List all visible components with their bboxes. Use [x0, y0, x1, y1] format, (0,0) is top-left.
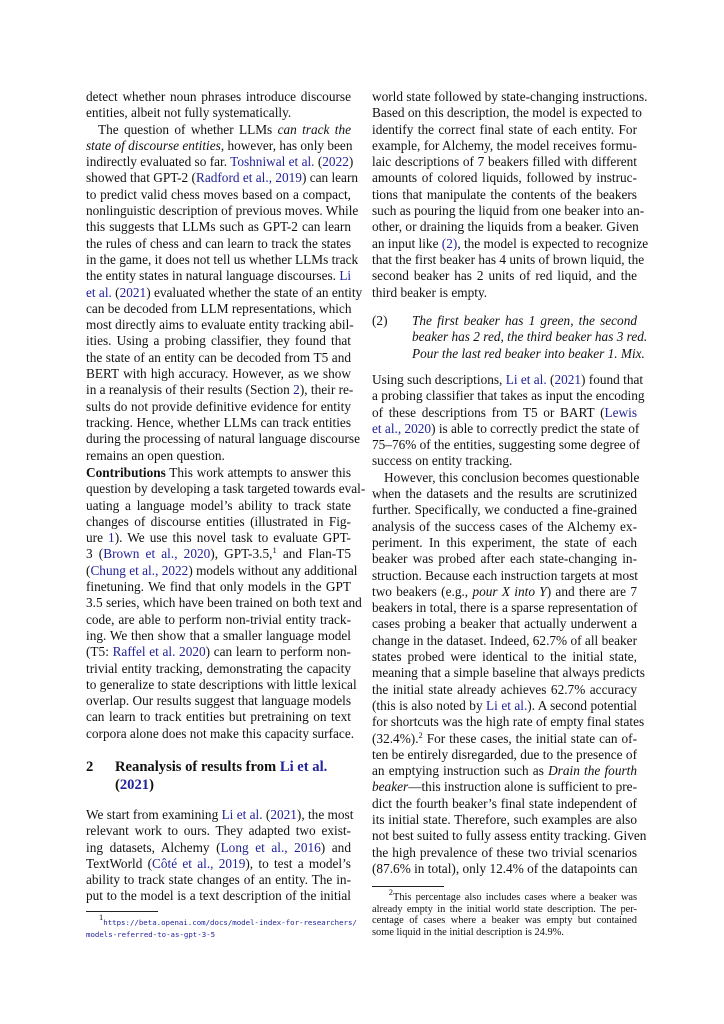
- text-line: [86, 929, 351, 941]
- text-line: [86, 514, 351, 530]
- text-span: ), their re-: [299, 382, 354, 398]
- example-label: (2): [372, 313, 388, 328]
- text-span: indirectly evaluated so far.: [86, 154, 231, 170]
- text-line: [372, 904, 637, 916]
- text-line: [86, 546, 351, 562]
- text-line: [86, 562, 358, 579]
- text-span: ) can learn to perform non-: [205, 644, 351, 660]
- text-span: of these descriptions from T5 or BART (: [372, 404, 605, 420]
- text-line: [86, 912, 357, 929]
- citation-link[interactable]: Li: [339, 268, 352, 284]
- text-line: [372, 665, 645, 681]
- text-line: [372, 170, 637, 186]
- text-line: [372, 887, 637, 904]
- text-span: finetuning. We find that only models in the GPT: [86, 579, 351, 595]
- italic-text: beaker: [372, 779, 409, 795]
- text-line: [372, 633, 637, 649]
- paragraph-intro: [86, 89, 363, 464]
- text-line: [372, 285, 637, 301]
- text-line: [412, 345, 645, 362]
- text-span: in the game, it does not tell us whether LLMs track: [86, 251, 359, 267]
- text-span: 75–76% of the entities, suggesting some degree of: [372, 437, 641, 453]
- text-span: a probing classifier that takes as input the encoding: [372, 388, 645, 404]
- text-line: [86, 219, 351, 235]
- text-line: [372, 779, 637, 795]
- citation-link[interactable]: et al., 2020: [372, 420, 432, 436]
- italic-text: can track the: [277, 121, 351, 137]
- text-span: the initial state already achieves 62.7% accuracy: [372, 681, 637, 697]
- text-span: tracking. Hence, whether LLMs can track entities: [86, 414, 351, 430]
- text-span: dict the fourth beaker’s final state independent of: [372, 795, 637, 811]
- text-span: ). A second potential: [527, 697, 638, 713]
- text-span: ), GPT-3.5,: [210, 546, 273, 562]
- text-line: [372, 584, 637, 600]
- text-span: question by developing a task targeted towards eval-: [86, 481, 366, 497]
- text-line: [372, 372, 644, 388]
- text-span: some liquid in the initial description is 24.9%.: [372, 926, 564, 938]
- citation-link[interactable]: Brown et al., 2020: [103, 546, 211, 562]
- text-line: [86, 317, 354, 333]
- text-line: [372, 616, 637, 632]
- text-span: centage of cases where a beaker was empty but contained: [372, 915, 637, 927]
- text-line: [412, 313, 637, 329]
- footnote-marker[interactable]: 1: [99, 912, 104, 922]
- citation-link[interactable]: 2: [293, 382, 300, 398]
- text-line: [86, 203, 359, 219]
- text-line: [372, 763, 637, 779]
- example-2: [412, 313, 648, 362]
- text-line: [372, 405, 637, 421]
- text-span: BERT with high accuracy. However, as we show: [86, 366, 351, 382]
- text-span: [86, 917, 99, 928]
- citation-link[interactable]: (2): [441, 235, 458, 251]
- italic-text: state of discourse entities: [86, 137, 221, 153]
- text-line: [372, 731, 637, 747]
- text-span: relevant work to ours. They adapted two exist-: [86, 823, 351, 839]
- text-line: [372, 927, 637, 939]
- paragraph-contributions: [86, 465, 366, 742]
- text-line: [86, 530, 351, 546]
- text-span: entities, albeit not fully systematically.: [86, 105, 292, 121]
- text-span: (: [86, 562, 91, 578]
- text-span: success on entity tracking.: [372, 453, 513, 469]
- text-line: [372, 219, 637, 235]
- text-span: during the processing of natural language discourse: [86, 431, 360, 447]
- text-line: [372, 437, 641, 453]
- text-span: ) is able to correctly predict the state of: [431, 420, 640, 436]
- text-span: beaker has 2 red, the third beaker has 3 red.: [412, 329, 648, 345]
- text-span: overlap. Our results suggest that language models: [86, 693, 351, 709]
- footnote-url-link[interactable]: https://beta.openai.com/docs/model-index-for-researchers/: [103, 918, 357, 927]
- text-span: the high prevalence of these two trivial scenarios: [372, 844, 637, 860]
- text-span: However, this conclusion becomes questionable: [384, 469, 640, 485]
- text-line: [86, 676, 357, 693]
- section-title-paren: (: [115, 777, 120, 793]
- text-line: [86, 187, 351, 203]
- text-span: (this is also noted by: [372, 697, 487, 713]
- text-span: The first beaker has 1 green, the second: [412, 313, 637, 328]
- text-span: (: [111, 284, 120, 300]
- text-span: ). We use this novel task to evaluate GPT-: [114, 530, 351, 546]
- citation-link[interactable]: Li et al.: [279, 759, 328, 775]
- text-span: 3 (: [86, 546, 104, 562]
- text-line: [372, 105, 642, 121]
- text-line: [372, 469, 640, 486]
- text-line: [372, 203, 645, 219]
- citation-link[interactable]: Côté et al., 2019: [152, 855, 246, 871]
- text-line: [86, 366, 351, 382]
- bold-text: Contributions: [86, 465, 166, 480]
- text-span: The question of whether LLMs: [98, 121, 278, 137]
- text-line: [372, 453, 637, 469]
- citation-link[interactable]: Long et al., 2016: [220, 839, 321, 855]
- footnote-divider: [372, 886, 444, 887]
- text-span: , the model is expected to recognize: [457, 235, 649, 251]
- section-title-paren: ): [149, 777, 154, 793]
- text-span: can learn to track entities but pretraining on text: [86, 709, 351, 725]
- paragraph-reanalysis: [372, 372, 647, 877]
- text-line: [86, 823, 351, 839]
- text-line: [372, 845, 637, 861]
- text-line: [86, 498, 351, 514]
- text-line: [372, 698, 637, 714]
- text-span: ) can learn: [301, 170, 359, 186]
- text-span: (: [546, 372, 555, 387]
- text-span: ities. Using a probing classifier, they found that: [86, 333, 351, 349]
- text-span: We start from examining: [86, 807, 222, 822]
- text-span: identify the correct final state of each entity. For: [372, 121, 637, 137]
- text-span: can be decoded from LLM representations, which: [86, 300, 352, 316]
- text-line: [372, 915, 637, 927]
- text-line: [372, 235, 649, 252]
- text-span: periment. In this experiment, the state of each: [372, 534, 637, 550]
- text-span: ten be entirely disregarded, due to the presence of: [372, 746, 637, 762]
- text-line: [372, 388, 645, 404]
- text-span: 3.5 series, which have been trained on both text and: [86, 595, 362, 611]
- text-span: when the datasets and the results are scrutinized: [372, 486, 637, 502]
- text-span: example, for Alchemy, the model receives formu-: [372, 137, 637, 153]
- text-span: in a reanalysis of their results (Section: [86, 382, 294, 398]
- text-span: cases probing a beaker that actually underwent a: [372, 616, 637, 632]
- citation-link[interactable]: Li et al.: [505, 372, 547, 387]
- text-span: this suggests that LLMs such as GPT-2 can learn: [86, 219, 351, 235]
- text-span: meaning that a simple baseline that always predicts: [372, 665, 645, 681]
- text-span: amounts of colored liquids, followed by instruc-: [372, 170, 637, 186]
- text-line: [372, 187, 637, 203]
- text-span: For these cases, the initial state can of-: [422, 730, 637, 746]
- text-line: [86, 595, 362, 611]
- section-title: [115, 758, 351, 794]
- text-line: [86, 399, 351, 415]
- text-line: [372, 535, 637, 551]
- text-line: [372, 600, 637, 616]
- text-span: —this instruction alone is sufficient to pre-: [408, 779, 637, 795]
- italic-text: pour X into Y: [472, 583, 547, 599]
- text-line: [86, 709, 351, 725]
- text-span: and Flan-T5: [276, 546, 351, 562]
- footnote-marker[interactable]: 2: [388, 887, 393, 897]
- citation-link[interactable]: 2022: [322, 154, 349, 170]
- text-line: [86, 725, 355, 742]
- text-line: [86, 579, 351, 595]
- text-span: the state of an entity can be decoded from T5 and: [86, 349, 351, 365]
- text-span: beaker was probed after each state-changing in-: [372, 551, 637, 567]
- text-span: most directly aims to evaluate entity tracking abil-: [86, 317, 354, 333]
- text-span: corpora alone does not make this capacity surface.: [86, 725, 355, 741]
- text-line: [372, 812, 637, 828]
- text-span: further. Specifically, we conducted a fine-grained: [372, 502, 637, 518]
- text-span: change in the dataset. Indeed, 62.7% of all beaker: [372, 632, 637, 648]
- text-span: ing. We then show that a smaller language model: [86, 627, 351, 643]
- text-span: changes of discourse entities (illustrated in Fig-: [86, 513, 351, 529]
- text-span: the entity states in natural language discourses.: [86, 268, 340, 284]
- text-line: [372, 519, 637, 535]
- citation-link[interactable]: 1: [108, 530, 115, 546]
- text-span: tions that manipulate the contents of the beakers: [372, 186, 637, 202]
- text-line: [86, 448, 351, 464]
- text-span: sults do not provide definitive evidence for entity: [86, 398, 351, 414]
- text-span: detect whether noun phrases introduce discourse: [86, 89, 351, 104]
- text-line: [372, 122, 637, 138]
- paragraph-section2: [86, 807, 354, 905]
- text-line: [372, 486, 637, 502]
- citation-link[interactable]: Raffel et al. 2020: [112, 644, 206, 660]
- citation-link[interactable]: et al.: [86, 284, 112, 300]
- text-span: ) evaluated whether the state of an entity: [146, 284, 363, 300]
- text-line: [372, 551, 637, 567]
- text-line: [86, 170, 359, 186]
- text-line: [86, 807, 354, 823]
- text-span: Pour the last red beaker into beaker 1. Mix.: [412, 345, 645, 361]
- text-line: [86, 251, 359, 268]
- text-line: [372, 714, 645, 730]
- citation-link[interactable]: 2021: [119, 284, 147, 300]
- citation-link[interactable]: Li et al.: [486, 697, 528, 713]
- text-line: [86, 693, 351, 709]
- text-span: second beaker has 2 units of red liquid, and the: [372, 268, 637, 284]
- text-span: This work attempts to answer this: [165, 465, 351, 480]
- citation-link[interactable]: 2021: [119, 777, 150, 793]
- text-span: , however, has only been: [220, 137, 353, 153]
- text-line: [86, 465, 351, 481]
- text-span: that the first beaker has 4 units of brown liquid, the: [372, 251, 645, 267]
- text-span: ability to track state changes of an entity. The in-: [86, 872, 351, 888]
- text-line: [86, 872, 351, 888]
- text-line: [86, 236, 351, 252]
- section-title-text: Reanalysis of results from: [115, 759, 280, 775]
- text-span: code, are able to perform non-trivial entity track-: [86, 611, 351, 627]
- text-span: states probed were identical to the initial state,: [372, 649, 637, 665]
- text-span: to predict valid chess moves based on a compact,: [86, 186, 351, 202]
- text-line: [86, 415, 351, 431]
- text-span: beakers in total, there is a sparse representation of: [372, 600, 638, 616]
- text-line: [372, 502, 637, 518]
- text-span: (87.6% in total), only 12.4% of the datapoints can: [372, 860, 638, 876]
- citation-link[interactable]: Radford et al., 2019: [195, 170, 302, 186]
- text-line: [86, 284, 363, 301]
- text-span: ), the most: [296, 807, 354, 822]
- text-span: (32.4%).: [372, 730, 419, 746]
- paragraph-alchemy: [372, 89, 649, 301]
- citation-link[interactable]: Li et al.: [221, 807, 263, 822]
- text-line: [86, 89, 351, 105]
- text-span: other, or draining the liquids from a beaker. Given: [372, 219, 639, 235]
- text-span: Using such descriptions,: [372, 372, 506, 387]
- italic-text: Drain the fourth: [548, 763, 637, 779]
- text-span: (T5:: [86, 644, 113, 660]
- citation-link[interactable]: Toshniwal et al.: [230, 154, 315, 170]
- text-line: [86, 268, 351, 284]
- text-line: [372, 251, 645, 268]
- text-line: [86, 628, 351, 644]
- text-span: ) models without any additional: [188, 562, 358, 578]
- text-line: [372, 89, 648, 105]
- text-line: [86, 105, 351, 121]
- text-span: not best suited to fully assess entity tracking. Given: [372, 828, 647, 844]
- footnote-marker[interactable]: 2: [418, 729, 423, 740]
- text-span: put to the model is a text description of the initial: [86, 888, 351, 904]
- text-line: [86, 122, 351, 138]
- text-span: ) and there are 7: [546, 583, 637, 599]
- text-line: [372, 268, 637, 284]
- text-span: nonlinguistic description of previous moves. While: [86, 203, 359, 219]
- citation-link[interactable]: Lewis: [604, 404, 637, 420]
- text-span: two beakers (e.g.,: [372, 583, 473, 599]
- text-span: ): [348, 154, 354, 170]
- text-line: [86, 481, 366, 497]
- text-line: [86, 612, 351, 628]
- text-span: world state followed by state-changing instructions.: [372, 89, 648, 104]
- text-span: ), to test a model’s: [245, 855, 351, 871]
- text-span: laic descriptions of 7 beakers filled with different: [372, 154, 637, 170]
- text-span: struction. Because each instruction targets at most: [372, 567, 638, 583]
- footnote-url-link[interactable]: models-referred-to-as-gpt-3-5: [86, 930, 216, 939]
- text-span: to generalize to state descriptions with little lexical: [86, 676, 357, 692]
- text-span: (: [314, 154, 323, 170]
- text-line: [372, 138, 637, 154]
- text-line: [86, 888, 351, 904]
- text-line: [86, 301, 351, 317]
- text-span: trivial entity tracking, demonstrating the capacity: [86, 660, 351, 676]
- text-span: already empty in the initial world state description. The per-: [372, 903, 637, 915]
- text-span: This percentage also includes cases where a beaker was: [392, 892, 637, 903]
- text-span: ure: [86, 530, 109, 546]
- text-line: [86, 840, 351, 856]
- text-span: Based on this description, the model is expected to: [372, 105, 642, 121]
- text-line: [372, 568, 637, 584]
- text-span: remains an open question.: [86, 447, 225, 463]
- text-line: [86, 138, 351, 154]
- text-line: [372, 747, 637, 763]
- text-line: [86, 154, 354, 170]
- footnote-marker[interactable]: 1: [272, 545, 277, 556]
- text-line: [86, 333, 351, 349]
- footnote-1: [86, 912, 357, 941]
- text-line: [86, 431, 360, 447]
- text-span: such as pouring the liquid from one beaker into an-: [372, 203, 645, 219]
- text-line: [372, 420, 640, 437]
- text-span: TextWorld (: [86, 855, 153, 871]
- text-line: [86, 350, 351, 366]
- text-line: [86, 661, 351, 677]
- footnote-2: [372, 887, 637, 938]
- text-span: third beaker is empty.: [372, 284, 488, 300]
- text-line: [86, 644, 351, 660]
- text-line: [372, 649, 637, 665]
- text-span: ) and: [320, 839, 351, 855]
- section-heading: [86, 758, 351, 794]
- citation-link[interactable]: 2021: [270, 807, 297, 822]
- text-span: analysis of the success cases of the Alchemy ex-: [372, 518, 637, 534]
- text-line: [372, 861, 637, 877]
- text-line: [412, 329, 648, 345]
- text-line: [372, 154, 637, 170]
- text-span: ) found that: [581, 372, 644, 387]
- text-line: [86, 382, 354, 398]
- footnote-divider: [86, 911, 158, 912]
- citation-link[interactable]: 2021: [554, 372, 582, 387]
- text-span: uating a language model’s ability to track state: [86, 497, 351, 513]
- text-span: [372, 892, 389, 903]
- text-span: for shortcuts was the high rate of empty final states: [372, 714, 645, 730]
- section-number: 2: [86, 759, 94, 775]
- text-line: [372, 828, 647, 844]
- text-span: its initial state. Therefore, such examples are also: [372, 812, 637, 828]
- text-span: the rules of chess and can learn to track the states: [86, 235, 351, 251]
- text-span: an emptying instruction such as: [372, 763, 549, 779]
- text-line: [86, 856, 351, 872]
- text-span: showed that GPT-2 (: [86, 170, 196, 186]
- text-line: [372, 682, 637, 698]
- text-span: (: [262, 807, 271, 822]
- citation-link[interactable]: Chung et al., 2022: [90, 562, 189, 578]
- text-line: [372, 796, 637, 812]
- text-span: an input like: [372, 235, 442, 251]
- text-span: ing datasets, Alchemy (: [86, 839, 221, 855]
